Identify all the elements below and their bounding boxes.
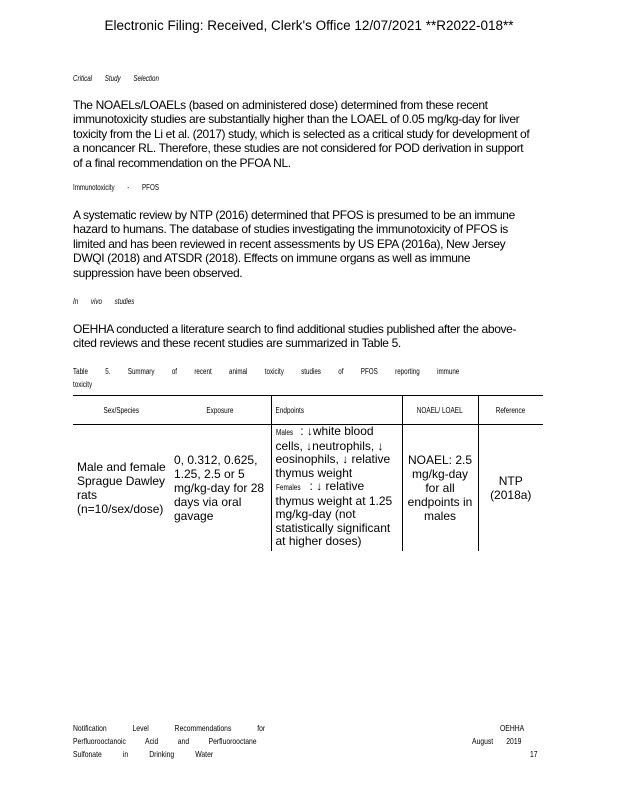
footer-line-3: Sulfonate in Drinking Water — [73, 749, 214, 759]
header-noael-loael: NOAEL/ LOAEL — [402, 396, 478, 425]
cell-reference: NTP (2018a) — [478, 425, 543, 551]
filing-header: Electronic Filing: Received, Clerk's Office 12/07/2021 **R2022-018** — [104, 18, 514, 33]
table-5 — [73, 395, 543, 551]
table-caption-continued: toxicity — [73, 380, 93, 389]
header-exposure: Exposure — [170, 396, 271, 425]
footer-line-1: Notification Level Recommendations for — [73, 723, 266, 733]
paragraph-immunotoxicity-pfos: A systematic review by NTP (2016) determined that PFOS is presumed to be an immune hazard to humans. The database of studies investigating the immunotoxicity of PFOS is limited and has been reviewed in recent assessments by US EPA (2016a), New Jersey DWQI (2018) and ATSDR (2018). Effects on immune organs as well as immune suppression have been observed. — [73, 208, 515, 280]
section-heading-immunotoxicity-pfos: Immunotoxicity - PFOS — [73, 183, 159, 192]
section-heading-in-vivo: In vivo studies — [73, 297, 135, 306]
header-reference: Reference — [478, 396, 543, 425]
footer-line-2: Perfluorooctanoic Acid and Perfluorooctane — [73, 736, 257, 746]
females-endpoints: : ↓ relative thymus weight at 1.25 mg/kg-day (not statistically significant at higher doses) — [275, 479, 393, 548]
cell-species: Male and female Sprague Dawley rats (n=10/sex/dose) — [77, 459, 166, 516]
table-caption: Table 5. Summary of recent animal toxicity studies of PFOS reporting immune — [73, 367, 460, 376]
cell-endpoints — [271, 425, 402, 551]
page-number: 17 — [530, 749, 538, 759]
cell-exposure: 0, 0.312, 0.625, 1.25, 2.5 or 5 mg/kg-day for 28 days via oral gavage — [174, 452, 265, 523]
males-endpoints: : ↓white blood cells, ↓neutrophils, ↓ eosinophils, ↓ relative thymus weight — [275, 424, 391, 480]
footer-agency: OEHHA — [500, 723, 525, 733]
table-row — [73, 425, 543, 551]
females-label: Females — [275, 483, 301, 492]
cell-noael: NOAEL: 2.5 mg/kg-day for all endpoints in males — [402, 425, 478, 551]
footer-date: August 2019 — [472, 736, 522, 746]
table-header-row — [73, 396, 543, 425]
header-endpoints: Endpoints — [271, 396, 402, 425]
section-heading-critical-study: Critical Study Selection — [73, 74, 160, 83]
paragraph-in-vivo: OEHHA conducted a literature search to find additional studies published after the above-cited reviews and these recent studies are summarized in Table 5. — [73, 322, 517, 351]
males-label: Males — [275, 428, 293, 437]
paragraph-critical-study: The NOAELs/LOAELs (based on administered dose) determined from these recent immunotoxicity studies are substantially higher than the LOAEL of 0.05 mg/kg-day for liver toxicity from the Li et al. (2017) study, which is selected as a critical study for development of a noncancer RL. Therefore, these studies are not considered for POD derivation in support of a final recommendation on the PFOA NL. — [73, 98, 530, 170]
header-sex-species: Sex/Species — [73, 396, 170, 425]
